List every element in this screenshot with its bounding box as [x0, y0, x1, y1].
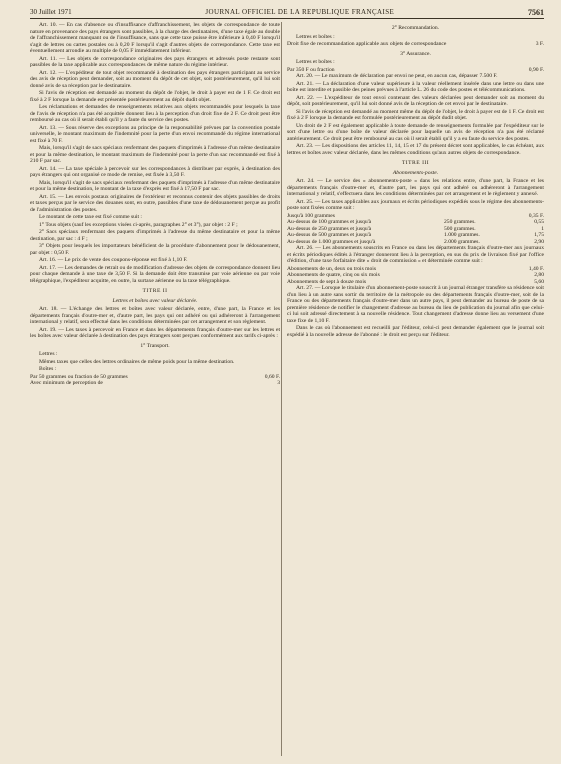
article-26: Art. 26. — Les abonnements souscrits en France ou dans les départements français d'outre-mer aux journaux et écrits périodiques édités à l'étranger donneront lieu à la perception, en sus du prix de livraison fixé par l'office d'édition, d'une taxe forfaitaire dite « droit de commission » et déterminée comme suit :	[287, 245, 544, 264]
article-13: Art. 13. — Sous réserve des exceptions au principe de la responsabilité prévues par la convention postale universelle, le montant maximum de l'indemnité pour la perte d'un envoi recommandé du régime international est fixé à 70 F.	[30, 124, 280, 144]
rate-range: Au-dessus de 100 grammes et jusqu'à	[287, 219, 372, 225]
lettres-boites-label: Lettres et boîtes :	[296, 33, 335, 40]
boites-label: Boîtes :	[39, 366, 57, 372]
rate-value: 1,75	[534, 232, 544, 238]
article-11: Art. 11. — Les objets de correspondance originaires des pays étrangers et adressés poste restante sont passibles de la taxe applicable aux correspondances de même nature du régime intérieur.	[30, 55, 280, 68]
rate-limit: 250 grammes.	[444, 219, 476, 225]
header-date: 30 Juillet 1971	[30, 8, 72, 16]
article-15-item2: 2° Sacs spéciaux renfermant des paquets d'imprimés à l'adresse du même destinataire et pour la même destination, par sac : 4 F ;	[30, 229, 280, 242]
rate-value: 1	[541, 225, 544, 232]
lettres-label: Lettres :	[39, 351, 58, 357]
article-27-p2: Dans le cas où l'abonnement est recueilli par l'éditeur, celui-ci peut demander également que le journal soit expédié à la nouvelle adresse de l'abonné : le droit est perçu sur l'éditeur.	[287, 325, 544, 338]
rate-value: 0,35 F.	[528, 212, 544, 219]
title-iii-subheading: Abonnements-poste.	[392, 169, 439, 176]
title-ii-heading: TITRE II	[142, 288, 168, 294]
article-21: Art. 21. — La déclaration d'une valeur supérieure à la valeur réellement insérée dans une lettre ou dans une boîte est interdite et passible des peines prévues à l'article L. 26 du code des postes et télécommunications.	[287, 80, 544, 93]
rate-range: Au-dessus de 500 grammes et jusqu'à	[287, 232, 372, 238]
lettres-text: Mêmes taxes que celles des lettres ordinaires de même poids pour la même destination.	[39, 358, 235, 365]
article-22: Art. 22. — L'expéditeur de tout envoi contenant des valeurs déclarées peut demander soit au moment du dépôt, soit postérieurement, qu'il lui soit donné avis de la réception de cet envoi par le destinataire.	[287, 94, 544, 107]
rate-value: 3	[277, 380, 280, 386]
subscription-value: 2,80	[534, 272, 544, 278]
article-16: Art. 16. — Le prix de vente des coupons-réponse est fixé à 1,10 F.	[39, 257, 188, 263]
left-column	[30, 22, 280, 758]
article-25: Art. 25. — Les taxes applicables aux journaux et écrits périodiques expédiés sous le régime des abonnements-poste sont fixées comme suit :	[287, 198, 544, 211]
rate-range: Au-dessus de 250 grammes et jusqu'à	[287, 225, 372, 232]
article-22-p3: Un droit de 2 F est également applicable à toute demande de renseignements formulée par l'expéditeur sur le sort d'une lettre ou d'une boîte de valeur déclarée pour laquelle un avis de réception n'a pas été réclamé antérieurement. Ce droit peut être remboursé au cas où il serait établi qu'il y a eu faute du service des postes.	[287, 122, 544, 142]
rate-value: 2,90	[534, 238, 544, 245]
rate-value: 3 F.	[535, 41, 544, 47]
article-18: Art. 18. — L'échange des lettres et boîtes avec valeur déclarée, entre, d'une part, la France et les départements français d'outre-mer et, d'autre part, les pays qui ont adhéré ou qui adhéreront à l'arrangement international y relatif, sera effectué dans les conditions déterminées par cet arrangement et son règlement.	[30, 306, 280, 325]
article-12-p2: Si l'avis de réception est demandé au moment du dépôt de l'objet, le droit à payer est de 1 F. Ce droit est fixé à 2 F lorsque la demande est présentée postérieurement au dépôt dudit objet.	[30, 90, 280, 103]
article-24: Art. 24. — Le service des « abonnements-poste » dans les relations entre, d'une part, la France et les départements français d'outre-mer et, d'autre part, les pays qui ont adhéré ou adhéreront à l'arrangement international y relatif, s'effectuera dans les conditions déterminées par cet arrangement et le règlement y annexé.	[287, 178, 544, 197]
rate-label: Par 50 grammes ou fraction de 50 grammes	[30, 373, 128, 380]
assurance-heading: 3° Assurance.	[400, 50, 431, 57]
subscription-label: Abonnements de quatre, cinq ou six mois	[287, 272, 380, 278]
transport-heading: 1° Transport.	[140, 342, 170, 349]
article-15-item3: 3° Objets pour lesquels les importateurs bénéficient de la procédure d'abonnement pour le dédouanement, par objet : 0,50 F.	[30, 243, 280, 256]
header-rule	[30, 18, 544, 19]
article-10: Art. 10. — En cas d'absence ou d'insuffisance d'affranchissement, les objets de correspondance de toute nature en provenance des pays étrangers sont passibles, à la charge des destinataires, d'une taxe égale au double de l'affranchissement manquant ou de l'insuffisance, sans que cette taxe puisse être inférieure à 0,40 F lorsqu'il s'agit de lettres ou cartes postales ou à 0,20 F lorsqu'il s'agit d'autres objets de correspondance. Cette taxe est éventuellement arrondie au multiple de 0,05 F immédiatement inférieur.	[30, 22, 280, 54]
title-iii-heading: TITRE III	[401, 160, 430, 166]
rate-row-droit-fixe	[287, 41, 544, 48]
rate-limit: 2.000 grammes.	[444, 238, 480, 245]
article-12: Art. 12. — L'expéditeur de tout objet recommandé à destination des pays étrangers participant au service des avis de réception peut demander, soit au moment du dépôt de cet objet, soit postérieurement, qu'il lui soit donné avis de sa réception par le destinataire.	[30, 69, 280, 89]
subscription-value: 1,40 F.	[528, 265, 544, 272]
header-page-number: 7561	[528, 7, 544, 17]
rate-limit: 1.000 grammes.	[444, 232, 480, 238]
article-20: Art. 20. — Le maximum de déclaration par envoi ne peut, en aucun cas, dépasser 7.500 F.	[296, 73, 498, 79]
article-12-p3: Les réclamations et demandes de renseignements relatives aux objets recommandés pour lesquels la taxe de l'avis de réception n'a pas été acquittée donnent lieu à la perception d'un droit fixe de 2 F. Ce droit peut être remboursé au cas où il serait établi qu'il y a faute du service des postes.	[30, 104, 280, 123]
article-14-p2: Mais, lorsqu'il s'agit de sacs spéciaux renfermant des paquets d'imprimés à l'adresse d'un même destinataire et pour la même destination, le montant de la taxe d'exprès est fixé à 17,50 F par sac.	[30, 179, 280, 192]
rate-label: Avec minimum de perception de	[30, 380, 103, 386]
rate-range: Au-dessus de 1.000 grammes et jusqu'à	[287, 238, 376, 245]
right-column	[287, 22, 544, 758]
column-divider	[281, 22, 282, 756]
rate-range: Jusqu'à 100 grammes	[287, 212, 335, 219]
subscription-label: Abonnements de un, deux ou trois mois	[287, 265, 377, 272]
article-13-p2: Mais, lorsqu'il s'agit de sacs spéciaux renfermant des paquets d'imprimés à l'adresse d'un même destinataire et pour la même destination, le montant maximum de l'indemnité pour la perte d'un sac recommandé est fixé à 210 F par sac.	[30, 145, 280, 164]
article-19: Art. 19. — Les taxes à percevoir en France et dans les départements français d'outre-mer sur les lettres et les boîtes avec valeur déclarée à destination des pays étrangers sont perçues conformément aux tarifs ci-après :	[30, 326, 280, 339]
header-journal-title: JOURNAL OFFICIEL DE LA REPUBLIQUE FRANÇAISE	[205, 8, 395, 16]
rate-value: 0,90 F.	[528, 66, 544, 73]
article-22-p2: Si l'avis de réception est demandé au moment même du dépôt de l'objet, le droit à payer est de 1 F. Ce droit est fixé à 2 F lorsque la demande est formulée postérieurement au dépôt dudit objet.	[287, 108, 544, 121]
rate-limit: 500 grammes.	[444, 225, 476, 232]
article-14: Art. 14. — La taxe spéciale à percevoir sur les correspondances à distribuer par exprès, à destination des pays étrangers qui ont organisé ce mode de remise, est fixée à 3,50 F.	[30, 165, 280, 178]
page-header	[30, 6, 544, 18]
article-15-p2: Le montant de cette taxe est fixé comme suit :	[39, 214, 142, 220]
article-15-item1: 1° Tous objets (sauf les exceptions visées ci-après, paragraphes 2° et 3°), par objet : 2 F ;	[39, 221, 238, 228]
rate-row-minimum	[30, 380, 280, 387]
subscription-label: Abonnements de sept à douze mois	[287, 278, 367, 285]
title-ii-subheading: Lettres et boîtes avec valeur déclarée.	[112, 297, 198, 304]
article-17: Art. 17. — Les demandes de retrait ou de modification d'adresse des objets de correspondance donnent lieu pour chaque demande à une taxe de 3,50 F. Si la demande doit être transmise par voie aérienne ou par voie télégraphique, l'expéditeur acquitte, en outre, la surtaxe aérienne ou la taxe télégraphique.	[30, 264, 280, 284]
subscription-value: 5,60	[534, 278, 544, 285]
rate-label: Droit fixe de recommandation applicable aux objets de correspondance	[287, 41, 447, 47]
recommandation-heading: 2° Recommandation.	[391, 25, 440, 31]
rate-value: 0,55	[534, 219, 544, 225]
article-27: Art. 27. — Lorsque le titulaire d'un abonnement-poste souscrit à un journal étranger transfère sa résidence soit d'un lieu à un autre sans sortir du territoire de la métropole ou des départements français d'outre-mer, soit de la France ou des départements français d'outre-mer dans un autre pays, il peut demander au bureau de poste de sa première résidence de notifier le changement d'adresse au bureau du lieu de publication du journal afin que celui-ci lui soit adressé directement à sa nouvelle résidence. Tout changement d'adresse donne lieu au versement d'une taxe fixe de 1,10 F.	[287, 285, 544, 324]
rate-label: Par 350 F ou fraction	[287, 66, 335, 73]
rate-value: 0,60 F.	[264, 373, 280, 380]
article-23: Art. 23. — Les dispositions des articles 11, 14, 15 et 17 du présent décret sont applicables, le cas échéant, aux lettres et boîtes avec valeur déclarée, dans les mêmes conditions qu'aux autres objets de correspondance.	[287, 143, 544, 156]
article-15: Art. 15. — Les envois postaux originaires de l'extérieur et reconnus contenir des objets passibles de droits et taxes perçus par le service des douanes sont, en outre, passibles d'une taxe de dédouanement perçue au profit de l'administration des postes.	[30, 193, 280, 213]
lettres-boites-label-2: Lettres et boîtes :	[296, 59, 335, 65]
